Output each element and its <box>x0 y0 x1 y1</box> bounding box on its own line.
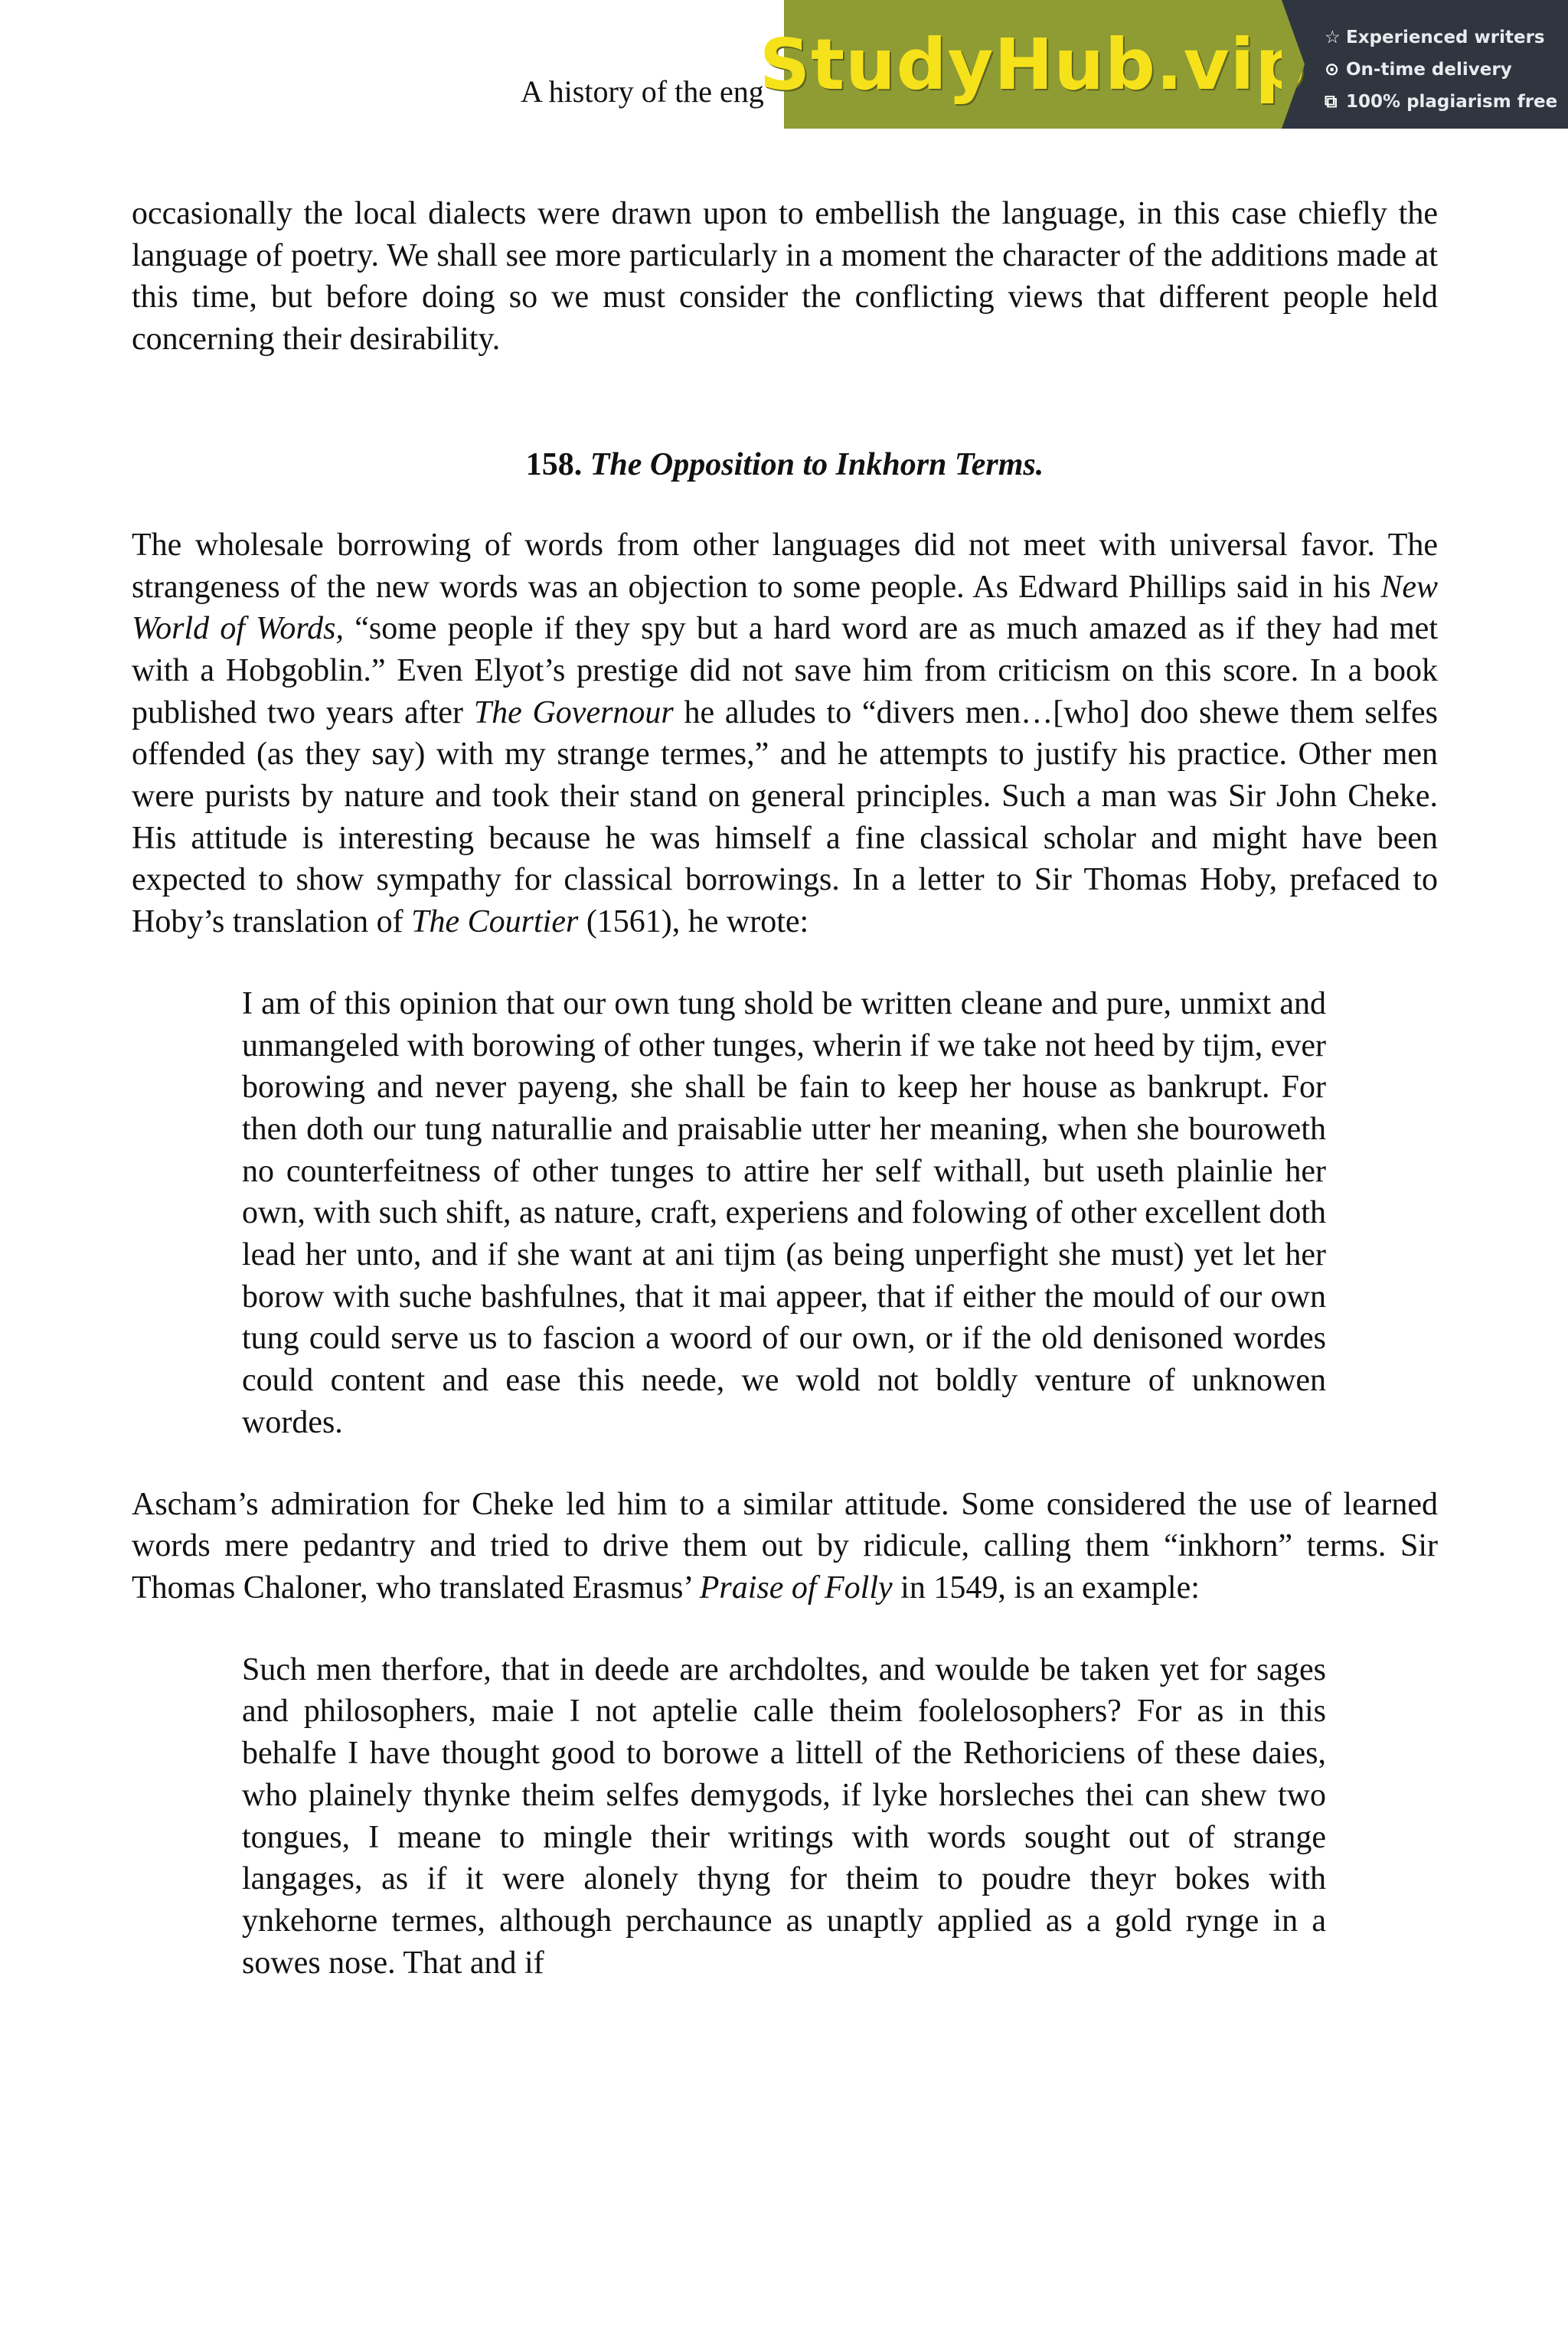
text-run: he alludes to “divers men…[who] doo shewe them selfes offended (as they say) with my strange termes,” and he attempts to justify his practice. Other men were purists by nature and took their stand on general principles. Such a man was Sir John Cheke. His attitude is interesting because he was himself a fine classical scholar and might have been expected to show sympathy for classical borrowings. In a letter to Sir Thomas Hoby, prefaced to Hoby’s translation of <box>132 694 1438 940</box>
section-heading <box>132 446 1438 483</box>
star-icon: ☆ <box>1325 28 1341 47</box>
block-quote-chaloner: Such men therfore, that in deede are archdoltes, and woulde be taken yet for sages and philosophers, maie I not aptelie calle theim foolelosophers? For as in this behalfe I have thought good to borowe a littell of the Rethoriciens of these daies, who plainely thynke theim selfes demygods, if lyke horsleches thei can shew two tongues, I meane to mingle their writings with words sought out of strange langages, as if it were alonely thyng for theim to poudre theyr bokes with ynkehorne termes, although perchaunce as unaptly applied as a gold rynge in a sowes nose. That and if <box>242 1651 1326 1981</box>
text-run: (1561), he wrote: <box>578 904 809 940</box>
feature-plagiarism-free <box>1325 86 1568 118</box>
feature-on-time-delivery <box>1325 54 1568 86</box>
section-title: The Opposition to Inkhorn Terms. <box>590 446 1044 482</box>
feature-label: On-time delivery <box>1346 60 1512 80</box>
section-number: 158. <box>525 446 583 482</box>
feature-label: 100% plagiarism free <box>1346 92 1558 112</box>
block-quote-cheke: I am of this opinion that our own tung shold be written cleane and pure, unmixt and unmangeled with borowing of other tunges, wherin if we take not heed by tijm, ever borowing and never payeng, she shall be fain to keep her house as bankrupt. For then doth our tung naturallie and praisablie utter her meaning, when she bouroweth no counterfeitness of other tunges to attire her self withall, but useth plainlie her own, with such shift, as nature, craft, experiens and folowing of other excellent doth lead her unto, and if she want at ani tijm (as being unperfight she must) yet let her borow with suche bashfulnes, that it mai appeer, that if either the mould of our own tung could serve us to fascion a woord of our own, or if the old denisoned wordes could content and ease this neede, we wold not boldly venture of unknowen wordes. <box>242 985 1326 1440</box>
paragraph-intro: occasionally the local dialects were drawn upon to embellish the language, in this case chiefly the language of poetry. We shall see more particularly in a moment the character of the additions made at this time, but before doing so we must consider the conflicting views that different people held concerning their desirability. <box>132 196 1438 358</box>
book-title: Praise of Folly <box>699 1570 893 1606</box>
document-body <box>132 193 1438 2024</box>
running-header: A history of the eng <box>521 74 764 109</box>
book-title: The Courtier <box>411 904 579 940</box>
banner-features <box>1282 0 1568 129</box>
banner-logo[interactable] <box>759 0 1307 129</box>
paragraph-ascham <box>132 1484 1438 1609</box>
feature-experienced-writers <box>1325 21 1568 54</box>
feature-label: Experienced writers <box>1346 28 1545 47</box>
studyhub-banner[interactable] <box>759 0 1568 129</box>
text-run: The wholesale borrowing of words from other languages did not meet with universal favor. The strangeness of the new words was an objection to some people. As Edward Phillips said in his <box>132 527 1438 605</box>
clock-icon: ⊙ <box>1325 60 1340 80</box>
text-run: “some people if they spy but a hard word are as much amazed as if they had met with a Hobgoblin.” Even Elyot’s prestige did not save him from criticism on this score. In a book published two years after <box>132 611 1438 730</box>
book-title: The Governour <box>473 694 674 730</box>
book-title: New World of Words, <box>132 569 1438 647</box>
banner-arrow-shape <box>1282 0 1305 129</box>
text-run: in 1549, is an example: <box>892 1570 1200 1606</box>
paragraph-opposition <box>132 524 1438 943</box>
copy-icon: ⧉ <box>1325 92 1338 112</box>
logo-text: StudyHub.vip <box>759 23 1307 106</box>
text-run: Ascham’s admiration for Cheke led him to a similar attitude. Some considered the use of learned words mere pedantry and tried to drive them out by ridicule, calling them “inkhorn” terms. Sir Thomas Chaloner, who translated Erasmus’ <box>132 1486 1438 1606</box>
